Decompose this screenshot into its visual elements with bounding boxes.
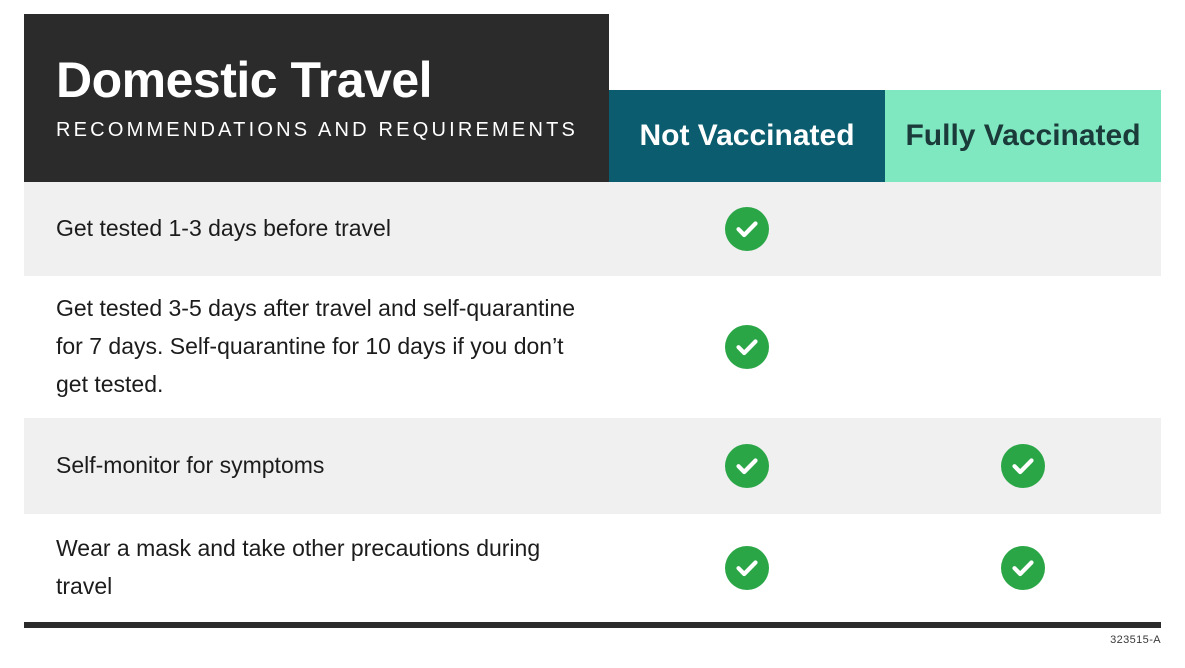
column-header-label: Not Vaccinated: [639, 119, 855, 152]
row-label: Self-monitor for symptoms: [56, 452, 325, 479]
check-icon: [725, 325, 769, 369]
check-icon: [1001, 546, 1045, 590]
column-header-fully-vaccinated: [885, 90, 1161, 182]
cell-not-vaccinated: [609, 444, 885, 488]
check-icon: [725, 207, 769, 251]
cell-fully-vaccinated: [885, 444, 1161, 488]
page-subtitle: RECOMMENDATIONS AND REQUIREMENTS: [56, 118, 579, 141]
table-row: [24, 182, 1161, 276]
header: [24, 14, 1161, 182]
column-header-label: Fully Vaccinated: [905, 119, 1141, 152]
recommendation-rows: [24, 182, 1161, 622]
check-icon: [725, 546, 769, 590]
cell-fully-vaccinated: [885, 546, 1161, 590]
check-icon: [725, 444, 769, 488]
table-row: [24, 514, 1161, 622]
row-label: Get tested 3-5 days after travel and self-quarantine for 7 days. Self-quarantine for 10 days if you don’t get tested.: [56, 295, 576, 397]
cell-not-vaccinated: [609, 546, 885, 590]
page-title: Domestic Travel: [56, 52, 433, 108]
cell-not-vaccinated: [609, 325, 885, 369]
cell-not-vaccinated: [609, 207, 885, 251]
table-row: [24, 418, 1161, 514]
row-label: Wear a mask and take other precautions during travel: [56, 535, 541, 599]
footer-divider: [24, 622, 1161, 628]
column-header-not-vaccinated: [609, 90, 885, 182]
title-block: [24, 14, 609, 182]
check-icon: [1001, 444, 1045, 488]
document-code: 323515-A: [1110, 634, 1161, 646]
row-label: Get tested 1-3 days before travel: [56, 215, 391, 242]
table-row: [24, 276, 1161, 418]
